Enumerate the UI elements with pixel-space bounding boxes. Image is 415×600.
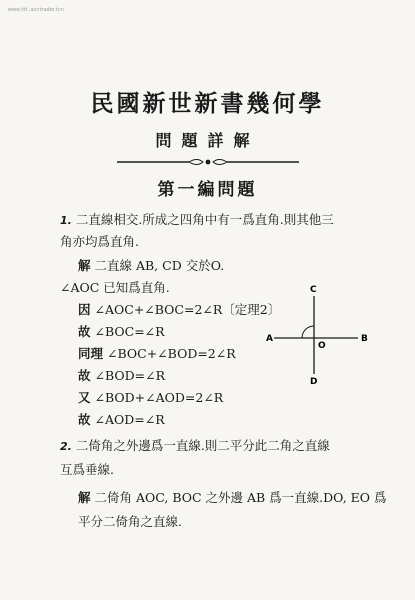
text-line <box>78 410 165 428</box>
text-line <box>78 366 165 384</box>
step-label: 又 <box>78 390 91 405</box>
step-label: 故 <box>78 368 91 383</box>
text-line <box>78 388 223 406</box>
step-label: 因 <box>78 302 91 317</box>
text-line <box>78 512 182 530</box>
problem-number: 2. <box>60 440 72 453</box>
text-line <box>60 460 114 478</box>
book-title: 民國新世新書幾何學 <box>90 90 325 117</box>
chapter-heading: 第一編問題 <box>157 180 258 200</box>
label-c: C <box>310 285 317 295</box>
step-label: 解 <box>78 258 91 273</box>
problem-number: 1. <box>60 214 72 227</box>
text-line <box>78 256 224 274</box>
step-label: 故 <box>78 324 91 339</box>
label-o: O <box>318 341 326 351</box>
line-text: 角亦均爲直角. <box>60 234 139 249</box>
text-line <box>60 436 330 454</box>
step-label: 解 <box>78 490 91 505</box>
text-line <box>60 210 334 228</box>
line-text: ∠AOC+∠BOC=2∠R〔定理2〕 <box>94 302 281 317</box>
line-text: ∠BOD+∠AOD=2∠R <box>94 390 224 405</box>
label-a: A <box>266 334 273 344</box>
line-text: 二直線 AB, CD 交於O. <box>94 258 225 273</box>
line-text: 二倚角之外邊爲一直線.則二平分此二角之直線 <box>75 438 330 453</box>
book-subtitle: 問題詳解 <box>155 131 260 150</box>
text-line <box>78 344 236 362</box>
watermark: www.ttt..acntrader.tcn <box>8 7 64 13</box>
step-label: 同理 <box>78 346 104 361</box>
line-text: 二倚角 AOC, BOC 之外邊 AB 爲一直線.DO, EO 爲 <box>94 490 387 505</box>
line-text: ∠AOC 已知爲直角. <box>60 280 170 295</box>
line-text: ∠BOC=∠R <box>94 324 165 339</box>
label-b: B <box>361 334 368 344</box>
step-label: 故 <box>78 412 91 427</box>
ornament-divider <box>117 157 299 167</box>
intersecting-lines-diagram <box>262 282 372 392</box>
line-text: ∠BOD=∠R <box>94 368 166 383</box>
line-text: 二直線相交.所成之四角中有一爲直角.則其他三 <box>75 212 334 227</box>
label-d: D <box>310 377 318 387</box>
line-text: ∠BOC+∠BOD=2∠R <box>107 346 236 361</box>
line-text: 平分二倚角之直線. <box>78 514 182 529</box>
text-line <box>60 278 170 296</box>
text-line <box>60 232 139 250</box>
line-text: ∠AOD=∠R <box>94 412 165 427</box>
line-text: 互爲垂線. <box>60 462 114 477</box>
text-line <box>78 322 165 340</box>
text-line <box>78 488 386 506</box>
text-line <box>78 300 280 318</box>
